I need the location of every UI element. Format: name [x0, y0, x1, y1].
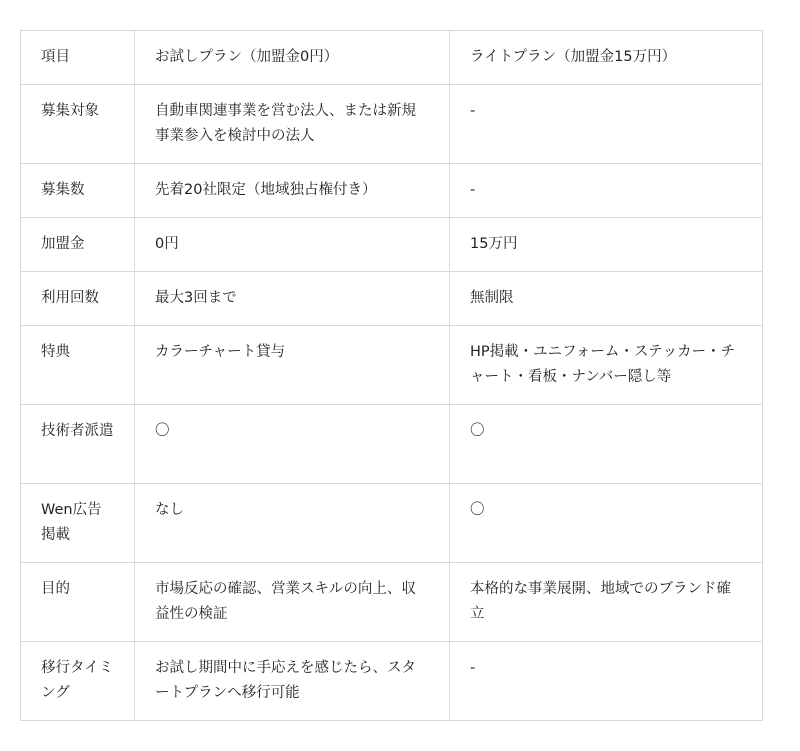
- table-row: [21, 484, 763, 563]
- table-row: [21, 164, 763, 218]
- table-row: [21, 563, 763, 642]
- plan-comparison-table: [20, 30, 763, 721]
- table-row: [21, 272, 763, 326]
- plan-comparison-container: [20, 30, 762, 721]
- light-plan-cell: 15万円: [450, 218, 763, 272]
- table-row: [21, 326, 763, 405]
- light-plan-cell: HP掲載・ユニフォーム・ステッカー・チャート・看板・ナンバー隠し等: [450, 326, 763, 405]
- header-cell-item: 項目: [21, 31, 135, 85]
- table-row: [21, 642, 763, 721]
- trial-plan-cell: 自動車関連事業を営む法人、または新規事業参入を検討中の法人: [135, 85, 450, 164]
- light-plan-cell: 〇: [450, 405, 763, 484]
- table-row: [21, 405, 763, 484]
- row-label: 移行タイミング: [21, 642, 135, 721]
- trial-plan-cell: お試し期間中に手応えを感じたら、スタートプランへ移行可能: [135, 642, 450, 721]
- light-plan-cell: 〇: [450, 484, 763, 563]
- row-label: 目的: [21, 563, 135, 642]
- row-label: 募集数: [21, 164, 135, 218]
- trial-plan-cell: 市場反応の確認、営業スキルの向上、収益性の検証: [135, 563, 450, 642]
- trial-plan-cell: 〇: [135, 405, 450, 484]
- trial-plan-cell: なし: [135, 484, 450, 563]
- light-plan-cell: -: [450, 642, 763, 721]
- row-label: 加盟金: [21, 218, 135, 272]
- light-plan-cell: 無制限: [450, 272, 763, 326]
- row-label: 利用回数: [21, 272, 135, 326]
- row-label: 技術者派遣: [21, 405, 135, 484]
- header-cell-light-plan: ライトプラン（加盟金15万円）: [450, 31, 763, 85]
- trial-plan-cell: 0円: [135, 218, 450, 272]
- table-header-row: [21, 31, 763, 85]
- light-plan-cell: -: [450, 164, 763, 218]
- light-plan-cell: 本格的な事業展開、地域でのブランド確立: [450, 563, 763, 642]
- table-row: [21, 218, 763, 272]
- row-label: Wen広告掲載: [21, 484, 135, 563]
- trial-plan-cell: 最大3回まで: [135, 272, 450, 326]
- trial-plan-cell: 先着20社限定（地域独占権付き）: [135, 164, 450, 218]
- table-row: [21, 85, 763, 164]
- trial-plan-cell: カラーチャート貸与: [135, 326, 450, 405]
- header-cell-trial-plan: お試しプラン（加盟金0円）: [135, 31, 450, 85]
- light-plan-cell: -: [450, 85, 763, 164]
- row-label: 特典: [21, 326, 135, 405]
- row-label: 募集対象: [21, 85, 135, 164]
